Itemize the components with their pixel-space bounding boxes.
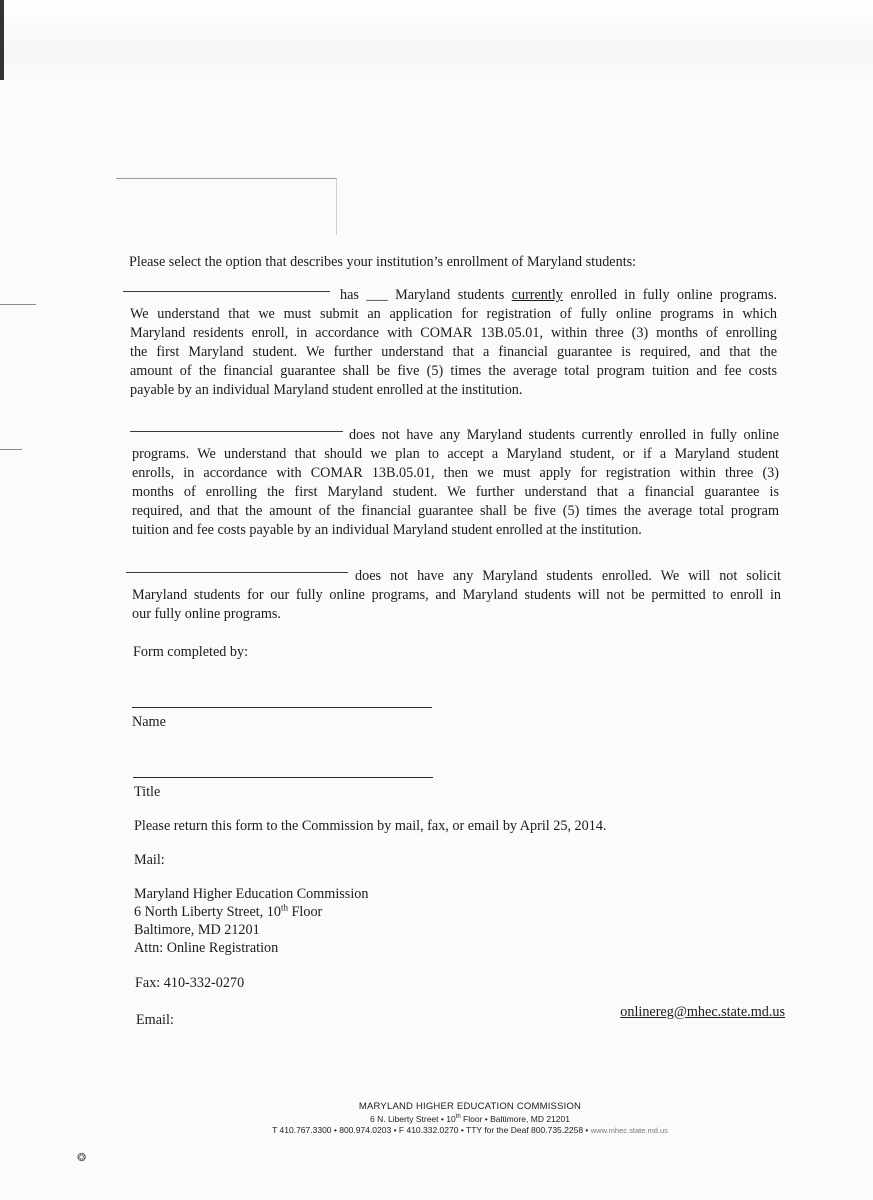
punch-mark	[0, 449, 22, 450]
mail-org: Maryland Higher Education Commission	[134, 886, 369, 902]
instructions: Please select the option that describes your institution’s enrollment of Maryland students:	[129, 254, 637, 270]
mail-street: 6 North Liberty Street, 10th Floor	[134, 902, 323, 920]
form-completed-by-label: Form completed by:	[133, 644, 249, 660]
footer-org: MARYLAND HIGHER EDUCATION COMMISSION	[358, 1101, 582, 1112]
option3-line: Maryland students for our fully online programs, and Maryland students will not be permitted to enroll in	[132, 587, 781, 603]
footer-website-link[interactable]: www.mhec.state.md.us	[590, 1126, 668, 1135]
redacted-logo-area	[116, 178, 337, 235]
option1-line: payable by an individual Maryland student enrolled at the institution.	[130, 382, 523, 398]
option2-line: enrolls, in accordance with COMAR 13B.05.01, then we must apply for registration within three (3)	[132, 465, 779, 481]
scan-top-band	[0, 0, 873, 80]
option1-line: We understand that we must submit an application for registration of fully online programs in which	[130, 306, 777, 322]
option2-line: months of enrolling the first Maryland student. We further understand that a financial guarantee is	[132, 484, 779, 500]
option2-line: required, and that the amount of the financial guarantee shall be five (5) times the average total program	[132, 503, 779, 519]
fax-number: Fax: 410-332-0270	[135, 975, 245, 991]
mail-city: Baltimore, MD 21201	[134, 922, 260, 938]
scan-edge	[0, 0, 4, 80]
option3-line: our fully online programs.	[132, 606, 281, 622]
name-label: Name	[132, 714, 166, 730]
email-link[interactable]: onlinereg@mhec.state.md.us	[620, 1004, 785, 1020]
option2-line: tuition and fee costs payable by an individual Maryland student enrolled at the institution.	[132, 522, 642, 538]
institution-name-blank[interactable]	[126, 572, 348, 573]
punch-mark	[0, 304, 36, 305]
name-signature-line[interactable]	[132, 707, 432, 708]
institution-name-blank[interactable]	[123, 291, 330, 292]
footer-contacts: T 410.767.3300 • 800.974.0203 • F 410.332.0270 • TTY for the Deaf 800.735.2258 • www.mhec.state.md.us	[272, 1125, 668, 1135]
option1-line: amount of the financial guarantee shall be five (5) times the average total program tuition and fee costs	[130, 363, 777, 379]
email-label: Email:	[136, 1012, 174, 1028]
option1-line: the first Maryland student. We further understand that a financial guarantee is required, and that the	[130, 344, 777, 360]
option2-line: programs. We understand that should we plan to accept a Maryland student, or if a Maryland student	[132, 446, 779, 462]
title-label: Title	[134, 784, 161, 800]
scanner-mark-icon: ❂	[77, 1152, 87, 1164]
option1-line: Maryland residents enroll, in accordance with COMAR 13B.05.01, within three (3) months of enrolling	[130, 325, 777, 341]
institution-name-blank[interactable]	[130, 431, 343, 432]
title-signature-line[interactable]	[133, 777, 433, 778]
mail-attn: Attn: Online Registration	[134, 940, 279, 956]
return-instructions: Please return this form to the Commission by mail, fax, or email by April 25, 2014.	[134, 818, 607, 834]
mail-label: Mail:	[134, 852, 165, 868]
footer-address: 6 N. Liberty Street • 10th Floor • Baltimore, MD 21201	[370, 1114, 570, 1124]
option3-first-line: does not have any Maryland students enrolled. We will not solicit	[355, 568, 781, 584]
option2-first-line: does not have any Maryland students currently enrolled in fully online	[349, 427, 779, 443]
option1-first-line: has ___ Maryland students currently enrolled in fully online programs.	[340, 287, 778, 303]
